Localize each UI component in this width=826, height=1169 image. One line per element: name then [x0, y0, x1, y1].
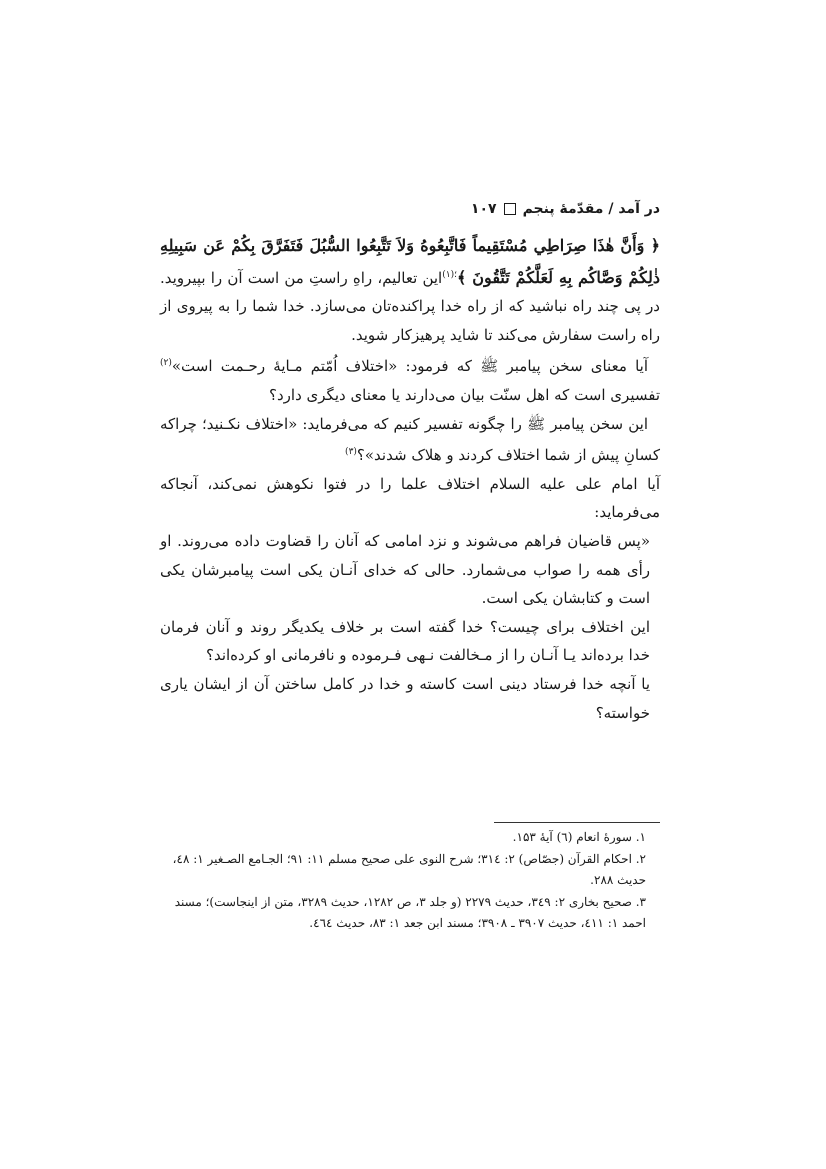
- footnote-divider: [494, 822, 660, 823]
- footnote-ref: (۲): [160, 358, 172, 369]
- paragraph-text: آیا معنای سخن پیامبر ﷺ که فرمود: «اختلاف اُمّتم مـایهٔ رحـمت است»: [171, 357, 648, 376]
- square-bullet-icon: [504, 203, 516, 215]
- paragraph-text: آیا امام علی علیه السلام اختلاف علما را در فتوا نکوهش نمی‌کند، آنجاکه می‌فرماید:: [160, 474, 660, 522]
- paragraph-text: تفسیری است که اهل سنّت بیان می‌دارند یا معنای دیگری دارد؟: [269, 385, 660, 404]
- paragraph: [160, 410, 660, 470]
- paragraph: [160, 232, 660, 349]
- footnotes: [150, 827, 660, 935]
- main-text: [160, 232, 660, 727]
- footnote: ۳. صحیح بخاری ۲: ۳٤۹، حدیث ۲۲۷۹ (و جلد ۳، ص ۱۲۸۲، حدیث ۳۲۸۹، متن از اینجاست)؛ مسند احمد ۱: ٤۱۱، حدیث ۳۹۰۷ ـ ۳۹۰۸؛ مسند ابن جعد ۱: ۸۳، حدیث ٤٦٤.: [174, 895, 646, 930]
- paragraph-text: این تعالیم، راهِ راستِ من است آن را بپیروید. در پی چند راه نباشید که از راه خدا پراکنده‌تان می‌سازد. خدا شما را به پیروی از راه راست سفارش می‌کند تا شاید پرهیزکار شوید.: [160, 268, 660, 344]
- page-number: ۱۰۷: [470, 201, 497, 217]
- footnote-ref: (۳): [345, 447, 357, 458]
- quran-verse: ﴿ وَأَنَّ هٰذَا صِرَاطِي مُسْتَقِيماً فَاتَّبِعُوهُ وَلاَ تَتَّبِعُوا السُّبُلَ فَتَفَرَّقَ بِكُمْ عَن سَبِيلِهِ ذٰلِكُمْ وَصَّاكُم بِهِ لَعَلَّكُمْ تَتَّقُونَ ﴾: [160, 236, 660, 287]
- paragraph: [160, 349, 660, 409]
- footnote: ۱. سورهٔ انعام (٦) آیهٔ ۱۵۳.: [512, 830, 646, 844]
- paragraph: [160, 470, 660, 527]
- header-title: در آمد / مقدّمهٔ پنجم: [522, 201, 660, 217]
- footnote: ۲. احکام القرآن (جصّاص) ۲: ۳۱٤؛ شرح النوی علی صحیح مسلم ۱۱: ۹۱؛ الجـامع الصـغیر ۱: ٤۸، حدیث ۲۸۸.: [172, 852, 646, 887]
- quote-paragraph: یا آنچه خدا فرستاد دینی است کاسته و خدا در کامل ساختن آن از ایشان یاری خواسته؟: [160, 674, 650, 722]
- paragraph-text: این سخن پیامبر ﷺ را چگونه تفسیر کنیم که می‌فرماید: «اختلاف نکـنید؛ چراکه کسانِ پیش از شما اختلاف کردند و هلاک شدند»؟: [160, 414, 660, 465]
- running-header: [150, 196, 660, 222]
- quote-paragraph: «پس قاضیان فراهم می‌شوند و نزد امامی که آنان را قضاوت داده می‌روند. او رأی همه را صواب می‌شمارد. حالی که خدای آنـان یکی است پیامبرشان یکی است و کتابشان یکی است.: [160, 531, 650, 608]
- quote-paragraph: این اختلاف برای چیست؟ خدا گفته است بر خلاف یکدیگر روند و آنان فرمان خدا برده‌اند یـا آنـان را از مـخالفت نـهی فـرموده و نافرمانی او کرده‌اند؟: [160, 617, 650, 665]
- footnote-ref: ؛(۱): [442, 269, 457, 280]
